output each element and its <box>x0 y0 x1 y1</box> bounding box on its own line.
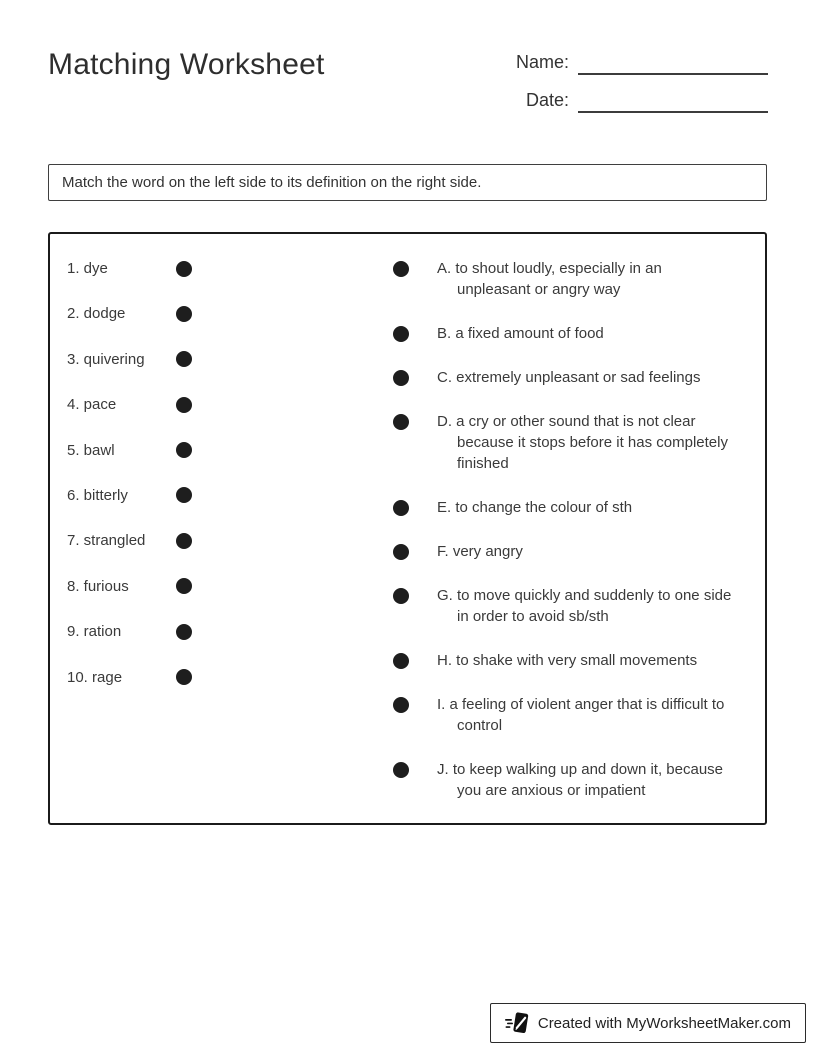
date-label: Date: <box>525 90 569 110</box>
word-match-dot[interactable] <box>176 442 192 458</box>
definition-item <box>393 411 765 474</box>
word-item <box>67 576 192 597</box>
word-match-dot[interactable] <box>176 533 192 549</box>
word-match-dot[interactable] <box>176 578 192 594</box>
definition-text <box>437 694 724 736</box>
definition-line: J. to keep walking up and down it, because <box>437 761 724 778</box>
definition-match-dot[interactable] <box>393 500 409 516</box>
definition-text <box>437 650 697 671</box>
definition-match-dot[interactable] <box>393 414 409 430</box>
definition-line: B. a fixed amount of food <box>437 325 604 342</box>
worksheet-maker-logo-icon <box>505 1010 529 1036</box>
definition-line: E. to change the colour of sth <box>437 499 633 516</box>
word-match-dot[interactable] <box>176 306 192 322</box>
definition-item <box>393 367 765 388</box>
definition-match-dot[interactable] <box>393 653 409 669</box>
definition-match-dot[interactable] <box>393 326 409 342</box>
definition-line: A. to shout loudly, especially in an <box>437 260 662 277</box>
definition-line: C. extremely unpleasant or sad feelings <box>437 369 701 386</box>
definition-line: you are anxious or impatient <box>457 782 646 799</box>
word-item <box>67 258 192 279</box>
footer-credit-box[interactable] <box>490 1003 806 1043</box>
word-label: 7. strangled <box>67 532 146 550</box>
definition-match-dot[interactable] <box>393 588 409 604</box>
definition-line: in order to avoid sb/sth <box>457 608 609 625</box>
definition-line: because it stops before it has completely <box>457 434 728 451</box>
definition-text <box>437 323 604 344</box>
footer-credit-text: Created with MyWorksheetMaker.com <box>537 1014 791 1032</box>
date-input-line[interactable] <box>578 88 768 113</box>
word-item <box>67 530 192 551</box>
word-label: 9. ration <box>67 623 122 641</box>
definition-line: control <box>457 717 503 734</box>
word-item <box>67 349 192 370</box>
definition-text <box>437 258 662 300</box>
definition-text <box>437 541 523 562</box>
definitions-column <box>393 258 765 824</box>
instructions-text: Match the word on the left side to its definition on the right side. <box>62 174 482 191</box>
header-fields <box>511 50 768 113</box>
definition-match-dot[interactable] <box>393 697 409 713</box>
definition-line: F. very angry <box>437 543 523 560</box>
definition-match-dot[interactable] <box>393 762 409 778</box>
definition-text <box>437 367 700 388</box>
word-item <box>67 485 192 506</box>
definition-item <box>393 585 765 627</box>
definition-line: finished <box>457 455 509 472</box>
definition-line: I. a feeling of violent anger that is difficult to <box>437 696 725 713</box>
definition-text <box>437 759 723 801</box>
word-label: 3. quivering <box>67 350 145 368</box>
definition-line: G. to move quickly and suddenly to one side <box>437 587 732 604</box>
word-match-dot[interactable] <box>176 487 192 503</box>
word-label: 10. rage <box>67 668 123 686</box>
definition-item <box>393 650 765 671</box>
word-item <box>67 303 192 324</box>
word-label: 8. furious <box>67 577 129 595</box>
date-field-row <box>511 88 768 113</box>
definition-line: unpleasant or angry way <box>457 281 621 298</box>
word-label: 5. bawl <box>67 441 115 459</box>
definition-text <box>437 585 731 627</box>
definition-line: H. to shake with very small movements <box>437 652 698 669</box>
definition-item <box>393 694 765 736</box>
definition-text <box>437 497 632 518</box>
word-label: 4. pace <box>67 396 117 414</box>
name-label: Name: <box>515 52 569 72</box>
name-input-line[interactable] <box>578 50 768 75</box>
word-label: 2. dodge <box>67 305 126 323</box>
definition-item <box>393 759 765 801</box>
page-title: Matching Worksheet <box>48 48 325 81</box>
matching-area <box>48 232 767 825</box>
word-item <box>67 621 192 642</box>
word-item <box>67 394 192 415</box>
word-label: 1. dye <box>67 260 108 277</box>
definition-item <box>393 258 765 300</box>
definition-item <box>393 497 765 518</box>
definition-match-dot[interactable] <box>393 370 409 386</box>
words-column <box>67 258 192 712</box>
definition-match-dot[interactable] <box>393 261 409 277</box>
instructions-box <box>48 164 767 201</box>
definition-text <box>437 411 728 474</box>
word-match-dot[interactable] <box>176 397 192 413</box>
definition-item <box>393 541 765 562</box>
word-item <box>67 667 192 688</box>
word-match-dot[interactable] <box>176 261 192 277</box>
name-field-row <box>511 50 768 75</box>
word-match-dot[interactable] <box>176 351 192 367</box>
word-item <box>67 440 192 461</box>
definition-line: D. a cry or other sound that is not clear <box>437 413 696 430</box>
word-label: 6. bitterly <box>67 486 128 504</box>
definition-match-dot[interactable] <box>393 544 409 560</box>
word-match-dot[interactable] <box>176 624 192 640</box>
definition-item <box>393 323 765 344</box>
word-match-dot[interactable] <box>176 669 192 685</box>
